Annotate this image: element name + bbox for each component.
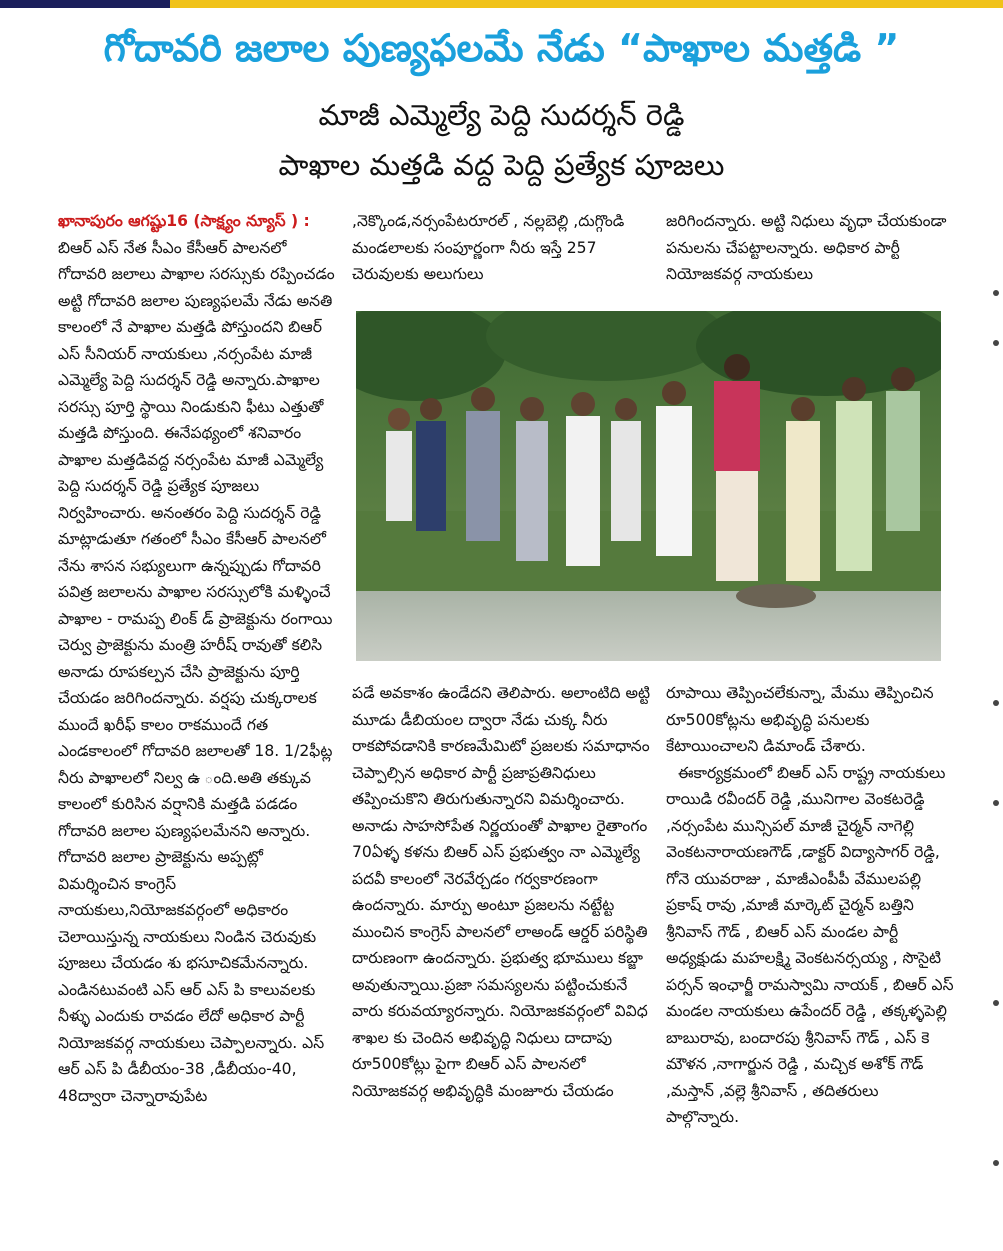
dateline: ఖానాపురం ఆగష్టు16 (సాక్ష్యం న్యూస్ ) :: [58, 212, 310, 230]
top-bar-dark-segment: [0, 0, 170, 8]
news-photo: [356, 311, 941, 661]
article-column-3-top: [666, 208, 956, 298]
edge-glyph: [993, 290, 999, 296]
column-2-top-text: ,నెక్కొండ,నర్సంపేటరూరల్ , నల్లబెల్లి ,దుగ్గొండి మండలాలకు సంపూర్ణంగా నీరు ఇస్తే 257 చెరువులకు అలుగులు: [352, 212, 625, 283]
article-column-3-bottom: [666, 680, 956, 1240]
article-column-2-bottom: [352, 680, 652, 1240]
article-column-2-top: [352, 208, 652, 298]
edge-glyph: [993, 340, 999, 346]
subheadline-1: మాజీ ఎమ్మెల్యే పెద్ది సుదర్శన్ రెడ్డి: [318, 98, 685, 132]
column-2-bottom-text: పడే అవకాశం ఉండేదని తెలిపారు. అలాంటిది అట్టి మూడు డీబియంల ద్వారా నేడు చుక్క నీరు రాకపోవడానికి కారణమేమిటో ప్రజలకు సమాధానం చెప్పాల్సిన అధికార పార్టీ ప్రజాప్రతినిధులు తప్పించుకొని తిరుగుతున్నారని విమర్శించారు. అనాడు సాహసోపేత నిర్ణయంతో పాఖాల రైతాంగం 70ఏళ్ళ కళను బిఆర్ ఎస్ ప్రభుత్వం నా ఎమ్మెల్యే పదవీ కాలంలో నెరవేర్చడం గర్వకారణంగా ఉందన్నారు. మార్పు అంటూ ప్రజలను నట్టేట్ట ముంచిన కాంగ్రెస్ పాలనలో లాఅండ్ ఆర్డర్ పరిస్థితి దారుణంగా ఉందన్నారు. ప్రభుత్వ భూములు కబ్జా అవుతున్నాయి.ప్రజా సమస్యలను పట్టించుకునే వారు కరువయ్యారన్నారు. నియోజకవర్గంలో వివిధ శాఖల కు చెందిన అభివృద్ధి నిధులు దాదాపు రూ500కోట్లు పైగా బిఆర్ ఎస్ పాలనలో నియోజకవర్గ అభివృద్ధికి మంజూరు చేయడం: [352, 684, 651, 1100]
adjacent-page-edge: [985, 40, 1003, 1240]
edge-glyph: [993, 1160, 999, 1166]
article-column-1: [58, 208, 338, 1238]
subheadline-2: పాఖాల మత్తడి వద్ద పెద్ది ప్రత్యేక పూజలు: [278, 148, 725, 182]
edge-glyph: [993, 700, 999, 706]
headline: గోదావరి జలాల పుణ్యఫలమే నేడు “పాఖాల మత్తడి ”: [103, 26, 900, 70]
top-color-bar: [0, 0, 1003, 8]
column-1-text: బిఆర్ ఎస్ నేత సీఎం కేసీఆర్ పాలనలో గోదావరి జలాలు పాఖాల సరస్సుకు రప్పించడం అట్టి గోదావరి జలాల పుణ్యఫలమే నేడు అనతి కాలంలో నే పాఖాల మత్తడి పోస్తుందని బిఆర్ ఎస్ సీనియర్ నాయకులు ,నర్సంపేట మాజీ ఎమ్మెల్యే పెద్ది సుదర్శన్ రెడ్డి అన్నారు.పాఖాల సరస్సు పూర్తి స్థాయి నిండుకుని ఫీటు ఎత్తుతో మత్తడి పోస్తుంది. ఈనేపథ్యంలో శనివారం పాఖాల మత్తడివద్ద నర్సంపేట మాజీ ఎమ్మెల్యే పెద్ది సుదర్శన్ రెడ్డి ప్రత్యేక పూజలు నిర్వహించారు. అనంతరం పెద్ది సుదర్శన్ రెడ్డి మాట్లాడుతూ గతంలో సీఎం కేసీఆర్ పాలనలో నేను శాసన సభ్యులుగా ఉన్నప్పుడు గోదావరి పవిత్ర జలాలను పాఖాల సరస్సులోకి మళ్ళించే పాఖాల - రామప్ప లింక్ డ్ ప్రాజెక్టును రంగాయి చెర్వు ప్రాజెక్టును మంత్రి హరీష్ రావుతో కలిసి అనాడు రూపకల్పన చేసి ప్రాజెక్టును పూర్తి చేయడం జరిగిందన్నారు. వర్షపు చుక్కరాలక ముందే ఖరీఫ్ కాలం రాకముందే గత ఎండకాలంలో గోదావరి జలాలతో 18. 1/2ఫీట్ల నీరు పాఖాలలో నిల్వ ఉ ంది.అతి తక్కువ కాలంలో కురిసిన వర్షానికి మత్తడి పడడం గోదావరి జలాల పుణ్యఫలమేనని అన్నారు. గోదావరి జలాల ప్రాజెక్టును అప్పట్లో విమర్శించిన కాంగ్రెస్ నాయకులు,నియోజకవర్గంలో అధికారం చెలాయిస్తున్న నాయకులు నిండిన చెరువుకు పూజలు చేయడం శు భసూచికమేనన్నారు. ఎండినటువంటి ఎస్ ఆర్ ఎస్ పి కాలువలకు నీళ్ళు ఎందుకు రావడం లేదో అధికార పార్టీ నియోజకవర్గ నాయకులు చెప్పాలన్నారు. ఎస్ ఆర్ ఎస్ పి డీబీయం-38 ,డీబీయం-40, 48ద్వారా చెన్నారావుపేట: [58, 238, 335, 1105]
top-bar-gold-segment: [170, 0, 1003, 8]
column-3-bottom-text-1: రూపాయి తెప్పించలేకున్నా, మేము తెప్పించిన రూ500కోట్లను అభివృద్ధి పనులకు కేటాయించాలని డిమాండ్ చేశారు.: [666, 684, 934, 755]
photo-illustration: [356, 311, 941, 661]
column-3-top-text: జరిగిందన్నారు. అట్టి నిధులు వృధా చేయకుండా పనులను చేపట్టాలన్నారు. అధికార పార్టీ నియోజకవర్గ నాయకులు: [666, 212, 947, 283]
edge-glyph: [993, 800, 999, 806]
edge-glyph: [993, 1000, 999, 1006]
column-3-bottom-text-2: ఈకార్యక్రమంలో బిఆర్ ఎస్ రాష్ట్ర నాయకులు రాయిడి రవీందర్ రెడ్డి ,మునిగాల వెంకటరెడ్డి ,నర్సంపేట మున్సిపల్ మాజీ చైర్మన్ నాగెల్లి వెంకటనారాయణగౌడ్ ,డాక్టర్ విద్యాసాగర్ రెడ్డి, గోనె యువరాజు , మాజీఎంపీపీ వేములపల్లి ప్రకాష్ రావు ,మాజీ మార్కెట్ చైర్మన్ బత్తిని శ్రీనివాస్ గౌడ్ , బిఆర్ ఎస్ మండల పార్టీ అధ్యక్షుడు మహలక్ష్మి వెంకటనర్సయ్య , సొసైటి పర్సన్ ఇంఛార్జీ రామస్వామి నాయక్ , బిఆర్ ఎస్ మండల నాయకులు ఉపేందర్ రెడ్డి , తక్కళ్ళపెల్లి బాబురావు, బందారపు శ్రీనివాస్ గౌడ్ , ఎస్ కె మౌళన ,నాగార్జున రెడ్డి , మచ్చిక అశోక్ గౌడ్ ,మస్తాన్ ,వల్లె శ్రీనివాస్ , తదితరులు పాల్గొన్నారు.: [666, 763, 954, 1126]
